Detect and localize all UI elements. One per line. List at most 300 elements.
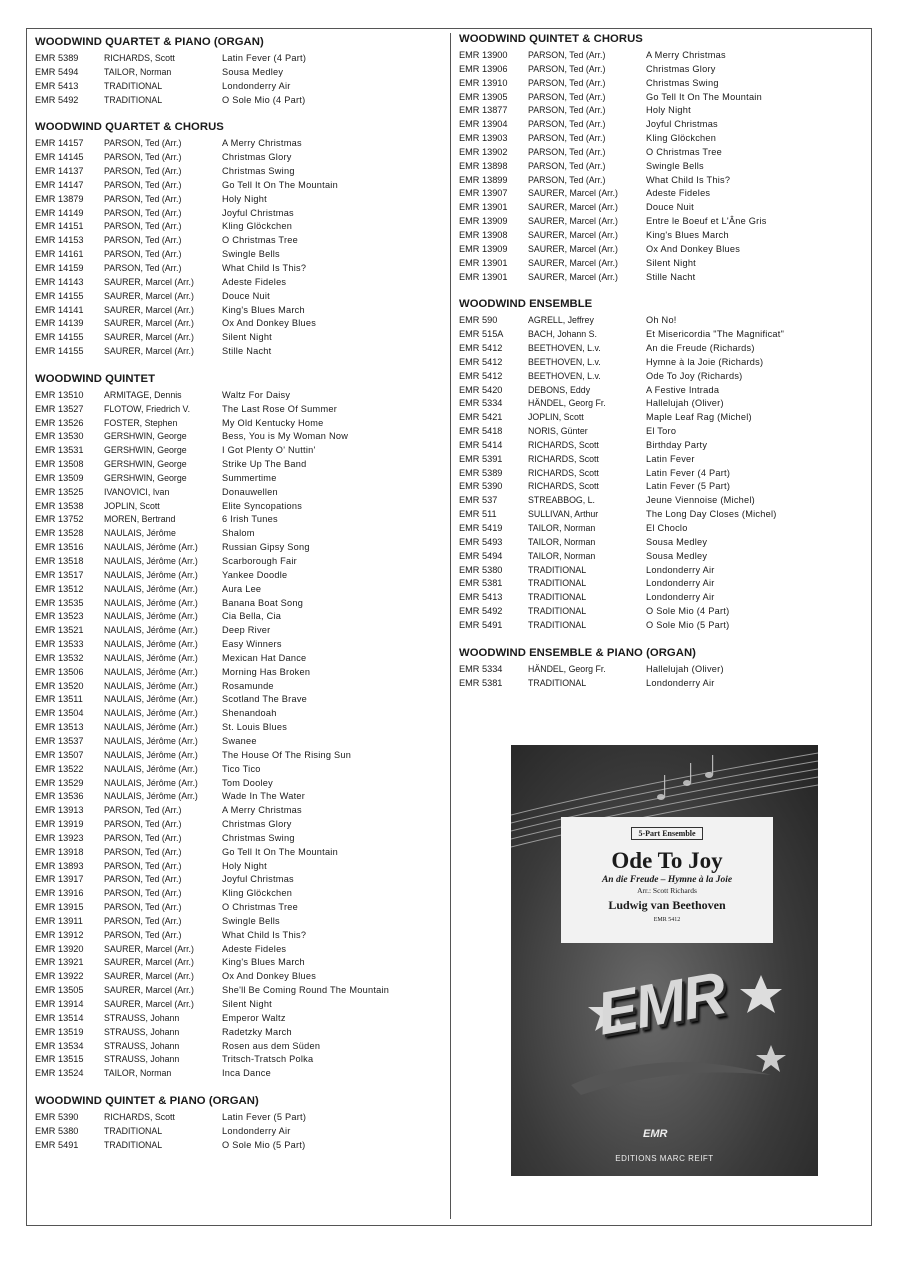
section-gap [35, 107, 445, 120]
catalog-number: EMR 13504 [35, 708, 84, 719]
piece-title: El Choclo [646, 523, 688, 533]
composer: SAURER, Marcel (Arr.) [104, 290, 194, 301]
catalog-row [35, 94, 445, 108]
piece-title: Scarborough Fair [222, 556, 297, 566]
catalog-row [35, 220, 445, 234]
piece-title: O Christmas Tree [222, 902, 298, 913]
piece-title: Hymne à la Joie (Richards) [646, 356, 764, 367]
catalog-number: EMR 14153 [35, 235, 84, 246]
catalog-number: EMR 14155 [35, 332, 84, 343]
catalog-row [35, 80, 445, 94]
piece-title: A Festive Intrada [646, 384, 720, 395]
catalog-number: EMR 5492 [35, 94, 79, 105]
composer: NAULAIS, Jérôme (Arr.) [104, 542, 198, 553]
catalog-row [459, 314, 859, 328]
composer: SULLIVAN, Arthur [528, 509, 599, 520]
section-title: WOODWIND ENSEMBLE & PIANO (ORGAN) [459, 646, 696, 659]
piece-title: Adeste Fideles [646, 188, 711, 199]
piece-title: What Child Is This? [222, 929, 307, 940]
catalog-row [459, 439, 859, 453]
composer: PARSON, Ted (Arr.) [104, 929, 182, 940]
catalog-number: EMR 5390 [35, 1112, 79, 1123]
piece-title: Joyful Christmas [222, 874, 294, 885]
piece-title: Latin Fever [646, 453, 695, 464]
piece-title: Holy Night [646, 105, 691, 116]
piece-title: Rosen aus dem Süden [222, 1040, 321, 1051]
catalog-row [35, 887, 445, 901]
composer: SAURER, Marcel (Arr.) [104, 971, 194, 982]
catalog-number: EMR 13915 [35, 902, 84, 913]
catalog-row [35, 610, 445, 624]
catalog-row [35, 666, 445, 680]
catalog-number: EMR 13917 [35, 874, 84, 885]
piece-title: Silent Night [646, 257, 696, 268]
catalog-row [35, 735, 445, 749]
catalog-number: EMR 13900 [459, 50, 508, 60]
catalog-row [459, 271, 859, 285]
composer: NAULAIS, Jérôme (Arr.) [104, 735, 198, 746]
catalog-number: EMR 13534 [35, 1040, 84, 1051]
piece-title: Jeune Viennoise (Michel) [646, 495, 755, 506]
piece-title: Kling Glöckchen [222, 888, 293, 899]
piece-title: Wade In The Water [222, 791, 306, 802]
piece-title: Sousa Medley [646, 550, 708, 561]
catalog-row [459, 328, 859, 342]
catalog-row [459, 132, 859, 146]
composer: NAULAIS, Jérôme (Arr.) [104, 611, 198, 622]
catalog-number: EMR 5419 [459, 523, 503, 533]
catalog-section [35, 1094, 445, 1153]
composer: BEETHOVEN, L.v. [528, 356, 601, 367]
catalog-row [35, 417, 445, 431]
piece-title: King's Blues March [646, 229, 729, 240]
catalog-number: EMR 13531 [35, 445, 84, 456]
catalog-row [35, 777, 445, 791]
composer: SAURER, Marcel (Arr.) [104, 346, 194, 357]
composer: NAULAIS, Jérôme (Arr.) [104, 556, 198, 566]
catalog-row [459, 480, 859, 494]
catalog-number: EMR 13921 [35, 957, 84, 968]
catalog-number: EMR 13912 [35, 929, 84, 940]
catalog-number: EMR 13909 [459, 243, 508, 254]
piece-title: Elite Syncopations [222, 500, 303, 511]
catalog-row [35, 52, 445, 66]
catalog-number: EMR 13519 [35, 1026, 84, 1037]
catalog-number: EMR 13509 [35, 472, 84, 483]
catalog-number: EMR 13522 [35, 763, 84, 774]
catalog-row [35, 1125, 445, 1139]
catalog-number: EMR 13514 [35, 1012, 84, 1023]
catalog-number: EMR 13893 [35, 860, 84, 871]
composer: ARMITAGE, Dennis [104, 389, 182, 400]
catalog-number: EMR 14149 [35, 207, 84, 218]
composer: NAULAIS, Jérôme (Arr.) [104, 708, 198, 719]
catalog-row [459, 591, 859, 605]
catalog-number: EMR 13505 [35, 985, 84, 996]
catalog-row [35, 555, 445, 569]
catalog-number: EMR 537 [459, 495, 498, 506]
composer: HÄNDEL, Georg Fr. [528, 398, 606, 409]
piece-title: Summertime [222, 472, 277, 483]
catalog-number: EMR 5380 [35, 1125, 79, 1136]
catalog-number: EMR 13515 [35, 1054, 84, 1065]
piece-title: The House Of The Rising Sun [222, 749, 352, 760]
composer: PARSON, Ted (Arr.) [104, 235, 182, 246]
catalog-number: EMR 5334 [459, 663, 503, 674]
composer: PARSON, Ted (Arr.) [104, 860, 182, 871]
catalog-row [459, 356, 859, 370]
composer: TRADITIONAL [528, 619, 587, 630]
composer: STRAUSS, Johann [104, 1054, 180, 1065]
piece-title: Scotland The Brave [222, 694, 308, 705]
catalog-row [459, 677, 859, 691]
catalog-row [459, 550, 859, 564]
catalog-number: EMR 13922 [35, 971, 84, 982]
piece-title: A Merry Christmas [646, 50, 726, 60]
piece-title: Christmas Swing [222, 166, 295, 177]
piece-title: Mexican Hat Dance [222, 652, 307, 663]
piece-title: Swanee [222, 735, 257, 746]
piece-title: O Christmas Tree [646, 146, 722, 157]
piece-title: Hallelujah (Oliver) [646, 663, 724, 674]
composer: STRAUSS, Johann [104, 1012, 180, 1023]
composer: BACH, Johann S. [528, 329, 597, 340]
composer: SAURER, Marcel (Arr.) [104, 943, 194, 954]
piece-title: Ode To Joy (Richards) [646, 370, 743, 381]
catalog-row [459, 243, 859, 257]
piece-title: Douce Nuit [222, 290, 270, 301]
piece-title: O Sole Mio (4 Part) [646, 606, 730, 617]
composer: NAULAIS, Jérôme (Arr.) [104, 583, 198, 594]
catalog-row [35, 1040, 445, 1054]
catalog-row [459, 257, 859, 271]
catalog-number: EMR 13911 [35, 915, 83, 926]
piece-title: Stille Nacht [222, 346, 272, 357]
composer: NAULAIS, Jérôme (Arr.) [104, 777, 198, 788]
composer: PARSON, Ted (Arr.) [104, 138, 182, 149]
piece-title: My Old Kentucky Home [222, 417, 324, 428]
catalog-number: EMR 13902 [459, 146, 508, 157]
composer: SAURER, Marcel (Arr.) [104, 957, 194, 968]
composer: NAULAIS, Jérôme (Arr.) [104, 763, 198, 774]
composer: TAILOR, Norman [528, 536, 596, 547]
catalog-number: EMR 13529 [35, 777, 84, 788]
catalog-row [35, 846, 445, 860]
piece-title: Banana Boat Song [222, 597, 304, 608]
piece-title: Entre le Boeuf et L'Âne Gris [646, 216, 767, 227]
catalog-row [35, 956, 445, 970]
piece-title: Morning Has Broken [222, 666, 311, 677]
catalog-number: EMR 13513 [35, 722, 84, 733]
catalog-number: EMR 14161 [35, 249, 84, 260]
catalog-row [35, 193, 445, 207]
catalog-row [459, 215, 859, 229]
catalog-row [35, 290, 445, 304]
catalog-row [35, 915, 445, 929]
star-icon [740, 975, 782, 1013]
catalog-number: EMR 13918 [35, 846, 84, 857]
piece-title: A Merry Christmas [222, 138, 302, 149]
cover-decoration [511, 745, 818, 1176]
piece-title: A Merry Christmas [222, 805, 302, 816]
catalog-number: EMR 13901 [459, 202, 508, 213]
piece-title: Waltz For Daisy [222, 389, 291, 400]
catalog-row [35, 1139, 445, 1153]
composer: TRADITIONAL [528, 592, 587, 603]
catalog-number: EMR 14159 [35, 262, 84, 273]
piece-title: Inca Dance [222, 1068, 271, 1079]
piece-title: 6 Irish Tunes [222, 514, 278, 525]
cover-title: Ode To Joy [611, 848, 723, 873]
composer: RICHARDS, Scott [528, 481, 599, 492]
composer: TAILOR, Norman [104, 66, 172, 77]
catalog-row [35, 804, 445, 818]
composer: AGRELL, Jeffrey [528, 315, 594, 326]
catalog-number: EMR 13923 [35, 832, 84, 843]
piece-title: The Long Day Closes (Michel) [646, 509, 777, 520]
catalog-row [459, 467, 859, 481]
catalog-row [35, 541, 445, 555]
section-gap [35, 359, 445, 372]
catalog-row [459, 411, 859, 425]
composer: IVANOVICI, Ivan [104, 486, 170, 497]
catalog-number: EMR 13879 [35, 193, 84, 204]
catalog-number: EMR 5418 [459, 426, 503, 437]
catalog-row [35, 569, 445, 583]
catalog-row [35, 832, 445, 846]
composer: HÄNDEL, Georg Fr. [528, 663, 606, 674]
catalog-number: EMR 13537 [35, 735, 84, 746]
piece-title: Strike Up The Band [222, 459, 307, 470]
catalog-row [35, 331, 445, 345]
piece-title: Tritsch-Tratsch Polka [222, 1054, 314, 1065]
catalog-number: EMR 13511 [35, 694, 83, 705]
composer: SAURER, Marcel (Arr.) [104, 332, 194, 343]
piece-title: Kling Glöckchen [646, 133, 717, 144]
catalog-number: EMR 13536 [35, 791, 84, 802]
catalog-number: EMR 13506 [35, 666, 84, 677]
catalog-number: EMR 14157 [35, 138, 84, 149]
piece-title: Joyful Christmas [646, 119, 718, 130]
composer: PARSON, Ted (Arr.) [104, 166, 182, 177]
catalog-number: EMR 5389 [459, 467, 503, 478]
catalog-number: EMR 13512 [35, 583, 84, 594]
catalog-row [459, 453, 859, 467]
piece-title: Go Tell It On The Mountain [646, 91, 762, 102]
composer: NAULAIS, Jérôme [104, 528, 176, 539]
catalog-row [459, 160, 859, 174]
catalog-number: EMR 13877 [459, 105, 508, 116]
cover-subtitle: An die Freude – Hymne à la Joie [601, 875, 733, 885]
piece-title: Shalom [222, 528, 255, 539]
catalog-number: EMR 5412 [459, 343, 503, 354]
piece-title: El Toro [646, 426, 677, 437]
catalog-row [459, 174, 859, 188]
piece-title: King's Blues March [222, 957, 305, 968]
catalog-row [35, 165, 445, 179]
column-divider [450, 33, 451, 1219]
catalog-number: EMR 5414 [459, 439, 503, 450]
piece-title: An die Freude (Richards) [646, 343, 755, 354]
catalog-number: EMR 13520 [35, 680, 84, 691]
piece-title: Douce Nuit [646, 202, 694, 213]
composer: GERSHWIN, George [104, 459, 187, 470]
composer: PARSON, Ted (Arr.) [104, 915, 182, 926]
composer: NAULAIS, Jérôme (Arr.) [104, 722, 198, 733]
composer: GERSHWIN, George [104, 445, 187, 456]
composer: PARSON, Ted (Arr.) [528, 174, 606, 185]
composer: JOPLIN, Scott [104, 500, 160, 511]
piece-title: King's Blues March [222, 304, 305, 315]
composer: NAULAIS, Jérôme (Arr.) [104, 569, 198, 580]
star-icon [756, 1045, 786, 1072]
piece-title: Emperor Waltz [222, 1012, 286, 1023]
composer: NAULAIS, Jérôme (Arr.) [104, 791, 198, 802]
composer: RICHARDS, Scott [528, 467, 599, 478]
catalog-row [35, 998, 445, 1012]
composer: SAURER, Marcel (Arr.) [104, 318, 194, 329]
composer: GERSHWIN, George [104, 472, 187, 483]
section-gap [35, 1081, 445, 1094]
piece-title: Russian Gipsy Song [222, 542, 310, 553]
piece-title: Londonderry Air [222, 80, 291, 91]
catalog-number: EMR 13535 [35, 597, 84, 608]
catalog-number: EMR 14155 [35, 346, 84, 357]
catalog-row [35, 901, 445, 915]
composer: PARSON, Ted (Arr.) [104, 888, 182, 899]
left-column [35, 35, 445, 1153]
catalog-row [459, 605, 859, 619]
catalog-number: EMR 13901 [459, 257, 508, 268]
catalog-number: EMR 13903 [459, 133, 508, 144]
catalog-row [35, 486, 445, 500]
catalog-row [35, 943, 445, 957]
piece-title: Londonderry Air [646, 677, 715, 688]
catalog-row [459, 384, 859, 398]
piece-title: Tico Tico [222, 763, 261, 774]
catalog-number: EMR 590 [459, 315, 498, 326]
catalog-number: EMR 14143 [35, 276, 84, 287]
catalog-number: EMR 5494 [35, 66, 79, 77]
composer: RICHARDS, Scott [104, 1112, 175, 1123]
catalog-number: EMR 5421 [459, 412, 503, 423]
composer: NAULAIS, Jérôme (Arr.) [104, 625, 198, 636]
catalog-number: EMR 14145 [35, 152, 84, 163]
composer: SAURER, Marcel (Arr.) [104, 985, 194, 996]
catalog-number: EMR 14139 [35, 318, 84, 329]
catalog-row [35, 458, 445, 472]
catalog-row [35, 137, 445, 151]
piece-title: Holy Night [222, 193, 267, 204]
piece-title: Ox And Donkey Blues [646, 243, 741, 254]
section-title: WOODWIND QUARTET & CHORUS [35, 121, 224, 134]
composer: SAURER, Marcel (Arr.) [528, 202, 618, 213]
piece-title: Londonderry Air [646, 592, 715, 603]
cover-composer: Ludwig van Beethoven [608, 898, 726, 912]
catalog-number: EMR 5381 [459, 578, 503, 589]
piece-title: Swingle Bells [222, 249, 280, 260]
catalog-row [35, 680, 445, 694]
piece-title: Sousa Medley [222, 66, 284, 77]
composer: SAURER, Marcel (Arr.) [104, 276, 194, 287]
emr-logo: EMR [592, 959, 730, 1048]
catalog-number: EMR 13507 [35, 749, 84, 760]
catalog-number: EMR 13910 [459, 77, 508, 88]
catalog-number: EMR 5380 [459, 564, 503, 575]
composer: PARSON, Ted (Arr.) [528, 146, 606, 157]
piece-title: O Sole Mio (4 Part) [222, 94, 306, 105]
piece-title: Latin Fever (5 Part) [222, 1112, 307, 1123]
composer: FOSTER, Stephen [104, 417, 178, 428]
piece-title: Stille Nacht [646, 271, 696, 282]
piece-title: Yankee Doodle [222, 569, 288, 580]
catalog-row [459, 229, 859, 243]
piece-title: Donauwellen [222, 486, 278, 497]
right-column [459, 32, 859, 690]
catalog-row [35, 749, 445, 763]
catalog-row [459, 118, 859, 132]
catalog-number: EMR 5494 [459, 550, 503, 561]
catalog-number: EMR 13518 [35, 556, 84, 566]
piece-title: Easy Winners [222, 639, 282, 650]
catalog-number: EMR 13752 [35, 514, 84, 525]
catalog-row [459, 619, 859, 633]
catalog-number: EMR 13919 [35, 819, 84, 830]
catalog-row [35, 638, 445, 652]
catalog-number: EMR 5420 [459, 384, 503, 395]
piece-title: Silent Night [222, 999, 272, 1009]
catalog-row [459, 91, 859, 105]
catalog-row [459, 187, 859, 201]
catalog-number: EMR 13527 [35, 403, 84, 414]
catalog-number: EMR 5413 [35, 80, 79, 91]
composer: TRADITIONAL [528, 677, 587, 688]
catalog-row [35, 984, 445, 998]
composer: PARSON, Ted (Arr.) [104, 152, 182, 163]
catalog-number: EMR 13909 [459, 216, 508, 227]
catalog-number: EMR 14155 [35, 290, 84, 301]
composer: TRADITIONAL [104, 1139, 163, 1150]
piece-title: Bess, You is My Woman Now [222, 431, 349, 442]
catalog-row [35, 444, 445, 458]
catalog-row [35, 818, 445, 832]
catalog-row [35, 860, 445, 874]
catalog-row [35, 721, 445, 735]
composer: TRADITIONAL [104, 80, 163, 91]
composer: GERSHWIN, George [104, 431, 187, 442]
piece-title: Tom Dooley [222, 777, 274, 788]
piece-title: Go Tell It On The Mountain [222, 179, 338, 190]
composer: FLOTOW, Friedrich V. [104, 403, 191, 414]
catalog-number: EMR 13528 [35, 528, 84, 539]
catalog-section [35, 120, 445, 359]
catalog-number: EMR 13907 [459, 188, 508, 199]
catalog-row [459, 494, 859, 508]
composer: BEETHOVEN, L.v. [528, 370, 601, 381]
piece-title: Swingle Bells [222, 915, 280, 926]
piece-title: Ox And Donkey Blues [222, 318, 317, 329]
catalog-number: EMR 13523 [35, 611, 84, 622]
cover-image [511, 745, 818, 1176]
catalog-row [35, 276, 445, 290]
piece-title: Radetzky March [222, 1026, 292, 1037]
catalog-section [35, 35, 445, 107]
piece-title: Latin Fever (4 Part) [222, 53, 307, 63]
composer: NAULAIS, Jérôme (Arr.) [104, 694, 198, 705]
cover-arranger: Arr.: Scott Richards [637, 886, 697, 895]
catalog-row [459, 508, 859, 522]
piece-title: Latin Fever (5 Part) [646, 481, 731, 492]
